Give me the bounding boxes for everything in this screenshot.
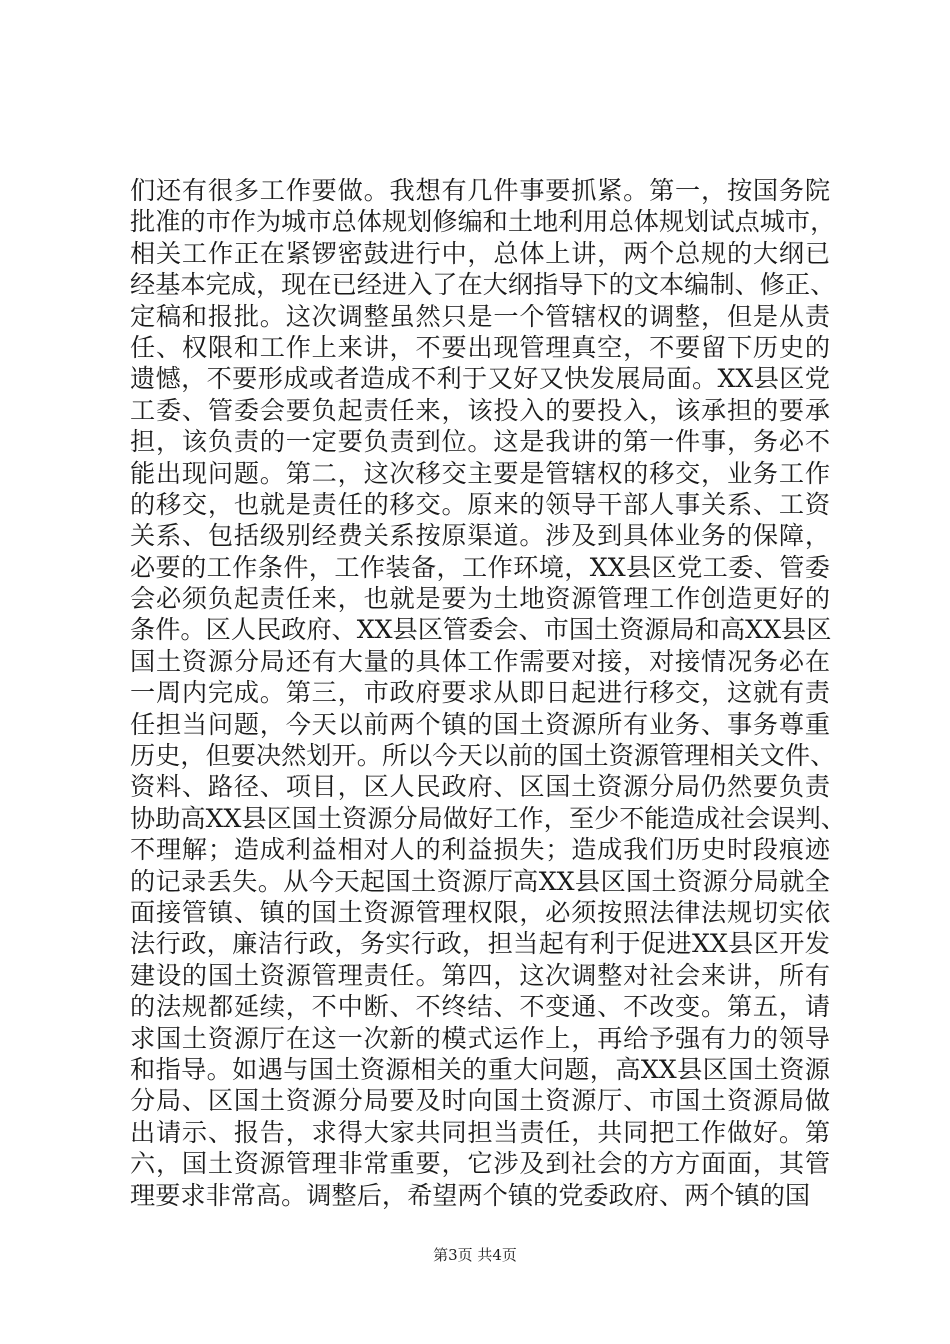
text-line: 担，该负责的一定要负责到位。这是我讲的第一件事，务必不 [130,427,830,457]
text-line: 任担当问题，今天以前两个镇的国土资源所有业务、事务尊重 [130,709,830,739]
text-line: 的移交，也就是责任的移交。原来的领导干部人事关系、工资 [130,489,830,519]
page-footer: 第3页 共4页 [433,1246,517,1264]
text-line: 们还有很多工作要做。我想有几件事要抓紧。第一，按国务院 [130,176,830,205]
text-line: 会必须负起责任来，也就是要为土地资源管理工作创造更好的 [130,584,830,614]
text-line: 关系、包括级别经费关系按原渠道。涉及到具体业务的保障， [130,521,830,551]
text-line: 国土资源分局还有大量的具体工作需要对接，对接情况务必在 [130,646,830,676]
text-line: 出请示、报告，求得大家共同担当责任，共同把工作做好。第 [130,1117,830,1147]
text-line: 定稿和报批。这次调整虽然只是一个管辖权的调整，但是从责 [130,301,830,331]
text-line: 协助高XX县区国土资源分局做好工作，至少不能造成社会误判、 [130,803,846,833]
text-line: 任、权限和工作上来讲，不要出现管理真空，不要留下历史的 [130,332,830,362]
text-line: 六，国土资源管理非常重要，它涉及到社会的方方面面，其管 [130,1149,830,1179]
body-text [130,175,846,1211]
text-line: 建设的国土资源管理责任。第四，这次调整对社会来讲，所有 [130,960,830,990]
text-line: 遗憾，不要形成或者造成不利于又好又快发展局面。XX县区党 [130,364,830,394]
text-line: 相关工作正在紧锣密鼓进行中，总体上讲，两个总规的大纲已 [130,238,830,268]
text-line: 批准的市作为城市总体规划修编和土地利用总体规划试点城市， [130,207,836,237]
text-line: 必要的工作条件，工作装备，工作环境，XX县区党工委、管委 [130,552,830,582]
text-line: 法行政，廉洁行政，务实行政，担当起有利于促进XX县区开发 [130,929,830,959]
text-line: 理要求非常高。调整后，希望两个镇的党委政府、两个镇的国 [130,1180,811,1210]
text-line: 不理解；造成利益相对人的利益损失；造成我们历史时段痕迹 [130,835,830,865]
text-line: 的记录丢失。从今天起国土资源厅高XX县区国土资源分局就全 [130,866,830,896]
text-line: 的法规都延续，不中断、不终结、不变通、不改变。第五，请 [130,992,830,1022]
text-line: 条件。区人民政府、XX县区管委会、市国土资源局和高XX县区 [130,615,832,645]
text-line: 经基本完成，现在已经进入了在大纲指导下的文本编制、修正、 [130,270,836,300]
text-line: 资料、路径、项目，区人民政府、区国土资源分局仍然要负责 [130,772,830,802]
text-line: 面接管镇、镇的国土资源管理权限，必须按照法律法规切实依 [130,897,830,927]
text-line: 能出现问题。第二，这次移交主要是管辖权的移交，业务工作 [130,458,830,488]
text-line: 历史，但要决然划开。所以今天以前的国土资源管理相关文件、 [130,741,836,771]
text-line: 和指导。如遇与国土资源相关的重大问题，高XX县区国土资源 [130,1054,830,1084]
text-line: 分局、区国土资源分局要及时向国土资源厅、市国土资源局做 [130,1086,830,1116]
text-line: 一周内完成。第三，市政府要求从即日起进行移交，这就有责 [130,678,830,708]
text-line: 工委、管委会要负起责任来，该投入的要投入，该承担的要承 [130,395,830,425]
text-line: 求国土资源厅在这一次新的模式运作上，再给予强有力的领导 [130,1023,830,1053]
